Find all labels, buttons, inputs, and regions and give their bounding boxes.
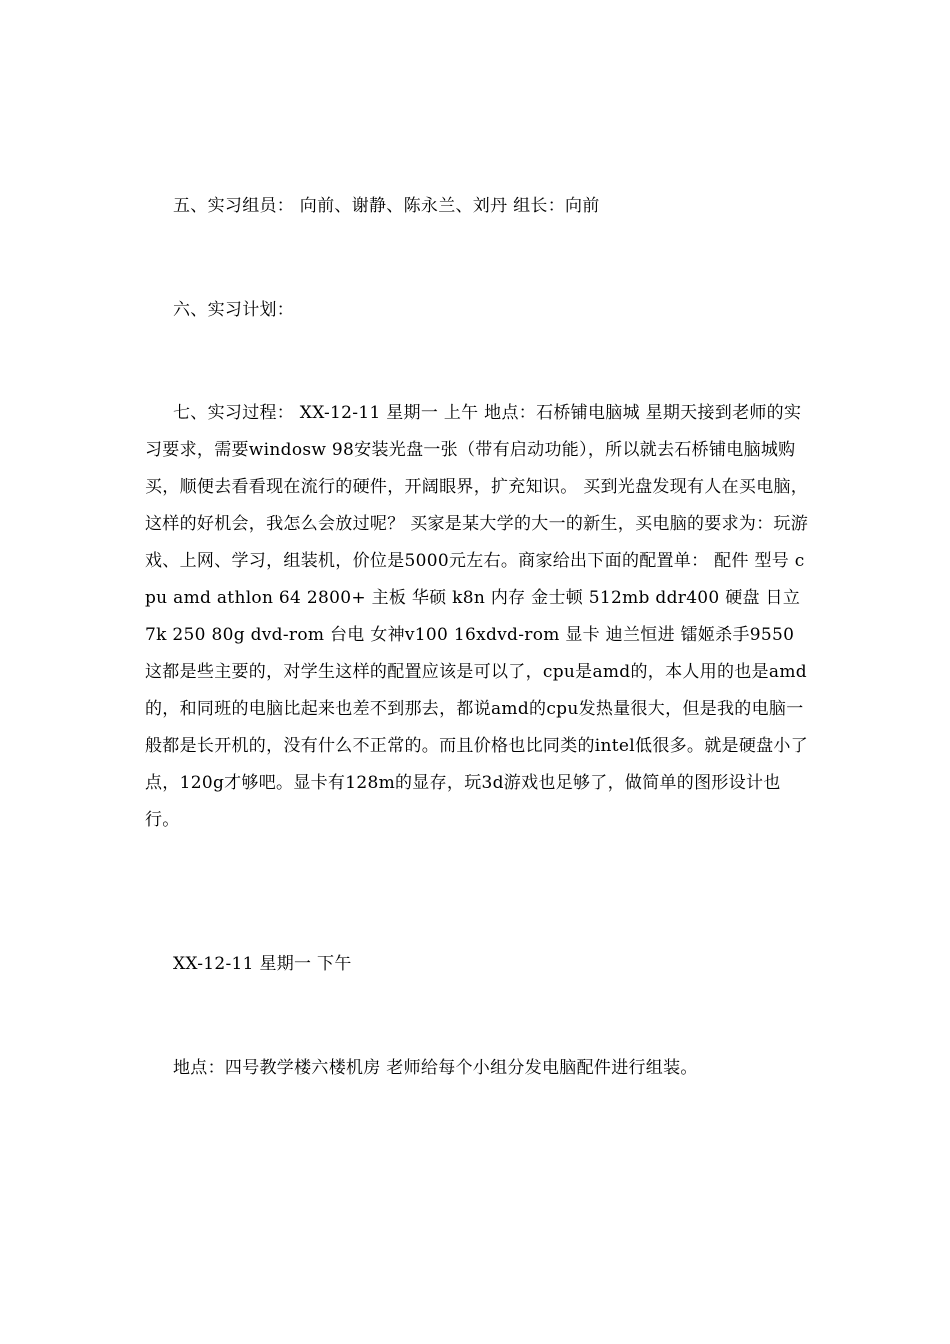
paragraph-location: 地点：四号教学楼六楼机房 老师给每个小组分发电脑配件进行组装。 <box>173 1058 698 1078</box>
paragraph-plan: 六、实习计划： <box>173 300 295 320</box>
paragraph-members: 五、实习组员： 向前、谢静、陈永兰、刘丹 组长：向前 <box>173 196 600 216</box>
paragraph-process: 七、实习过程： XX-12-11 星期一 上午 地点：石桥铺电脑城 星期天接到老师的实习要求，需要windosw 98安装光盘一张（带有启动功能），所以就去石桥铺电脑城购买，顺便去看看现在流行的硬件，开阔眼界，扩充知识。 买到光盘发现有人在买电脑，这样的好机会，我怎么会放过呢？ 买家是某大学的大一的新生，买电脑的要求为：玩游戏、上网、学习，组装机，价位是5000元左右。商家给出下面的配置单： 配件 型号 cpu amd athlon 64 2800+ 主板 华硕 k8n 内存 金士顿 512mb ddr400 硬盘 日立7k 250 80g dvd-rom 台电 女神v100 16xdvd-rom 显卡 迪兰恒进 镭姬杀手9550 这都是些主要的，对学生这样的配置应该是可以了，cpu是amd的，本人用的也是amd的，和同班的电脑比起来也差不到那去，都说amd的cpu发热量很大，但是我的电脑一般都是长开机的，没有什么不正常的。而且价格也比同类的intel低很多。就是硬盘小了点，120g才够吧。显卡有128m的显存，玩3d游戏也足够了，做简单的图形设计也行。 <box>145 403 809 830</box>
paragraph-afternoon-date: XX-12-11 星期一 下午 <box>173 954 352 974</box>
